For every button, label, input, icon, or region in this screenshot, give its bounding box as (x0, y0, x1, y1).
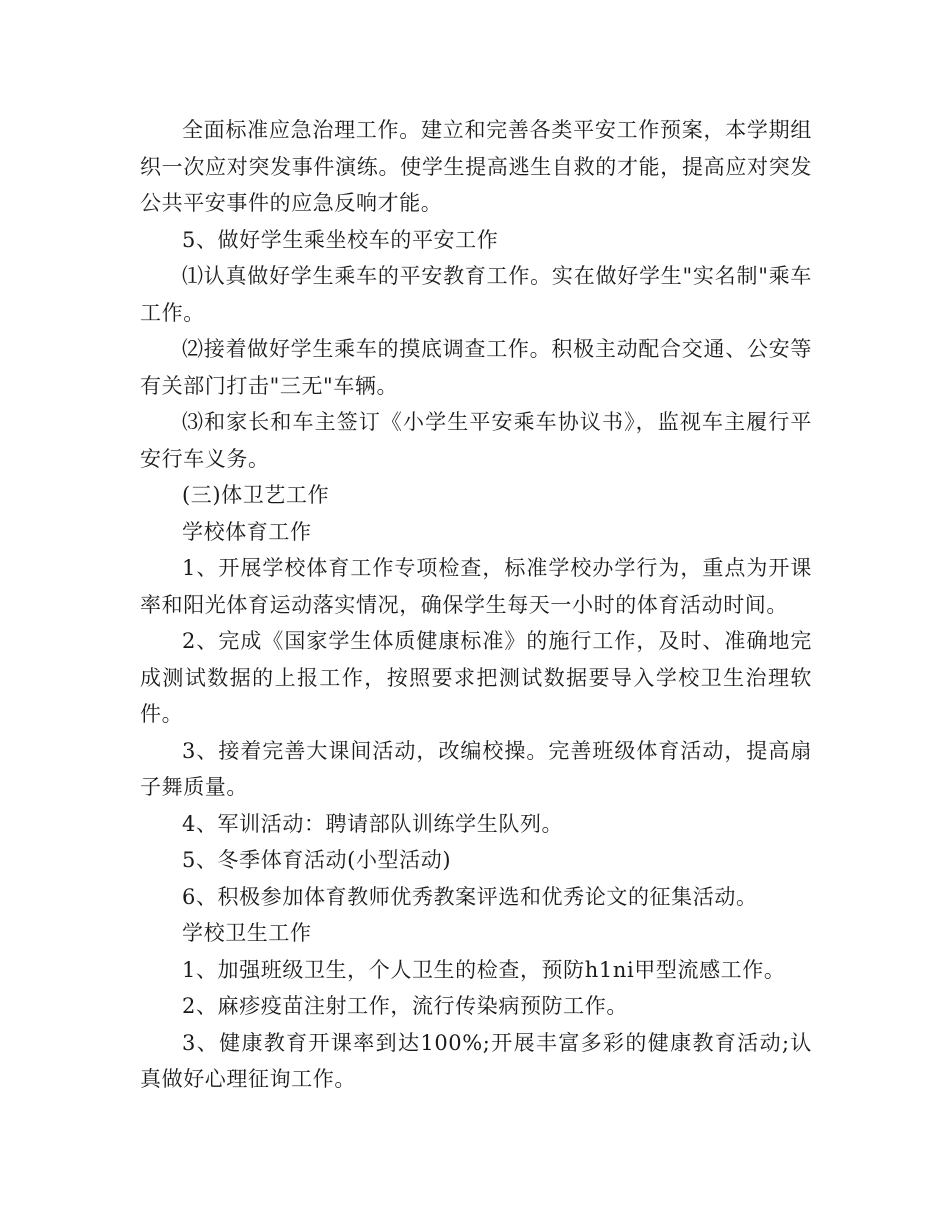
heading-school-pe-work: 学校体育工作 (182, 519, 312, 544)
paragraph-emergency-management: 全面标准应急治理工作。建立和完善各类平安工作预案，本学期组织一次应对突发事件演练。使学生提高逃生自救的才能，提高应对突发公共平安事件的应急反响才能。 (140, 118, 812, 215)
paragraph-bus-item-1: ⑴认真做好学生乘车的平安教育工作。实在做好学生"实名制"乘车工作。 (140, 264, 812, 325)
paragraph-pe-item-4: 4、军训活动：聘请部队训练学生队列。 (182, 811, 564, 836)
paragraph-pe-item-2: 2、完成《国家学生体质健康标准》的施行工作，及时、准确地完成测试数据的上报工作，按照要求把测试数据要导入学校卫生治理软件。 (140, 629, 812, 726)
paragraph-health-item-3: 3、健康教育开课率到达100%;开展丰富多彩的健康教育活动;认真做好心理征询工作。 (140, 1030, 812, 1091)
heading-school-bus-safety: 5、做好学生乘坐校车的平安工作 (182, 227, 499, 252)
document-body (140, 112, 812, 1098)
paragraph-health-item-2: 2、麻疹疫苗注射工作，流行传染病预防工作。 (182, 994, 628, 1018)
paragraph-health-item-1: 1、加强班级卫生，个人卫生的检查，预防h1ni甲型流感工作。 (182, 957, 786, 982)
heading-school-health-work: 学校卫生工作 (182, 921, 312, 945)
paragraph-pe-item-6: 6、积极参加体育教师优秀教案评选和优秀论文的征集活动。 (182, 884, 758, 909)
paragraph-pe-item-3: 3、接着完善大课间活动，改编校操。完善班级体育活动，提高扇子舞质量。 (140, 738, 812, 799)
paragraph-pe-item-1: 1、开展学校体育工作专项检查，标准学校办学行为，重点为开课率和阳光体育运动落实情况，确保学生每天一小时的体育活动时间。 (140, 556, 812, 617)
heading-pe-health-arts: (三)体卫艺工作 (182, 483, 330, 507)
paragraph-pe-item-5: 5、冬季体育活动(小型活动) (182, 848, 452, 872)
paragraph-bus-item-3: ⑶和家长和车主签订《小学生平安乘车协议书》，监视车主履行平安行车义务。 (140, 410, 812, 471)
paragraph-bus-item-2: ⑵接着做好学生乘车的摸底调查工作。积极主动配合交通、公安等有关部门打击"三无"车辆。 (140, 337, 812, 398)
